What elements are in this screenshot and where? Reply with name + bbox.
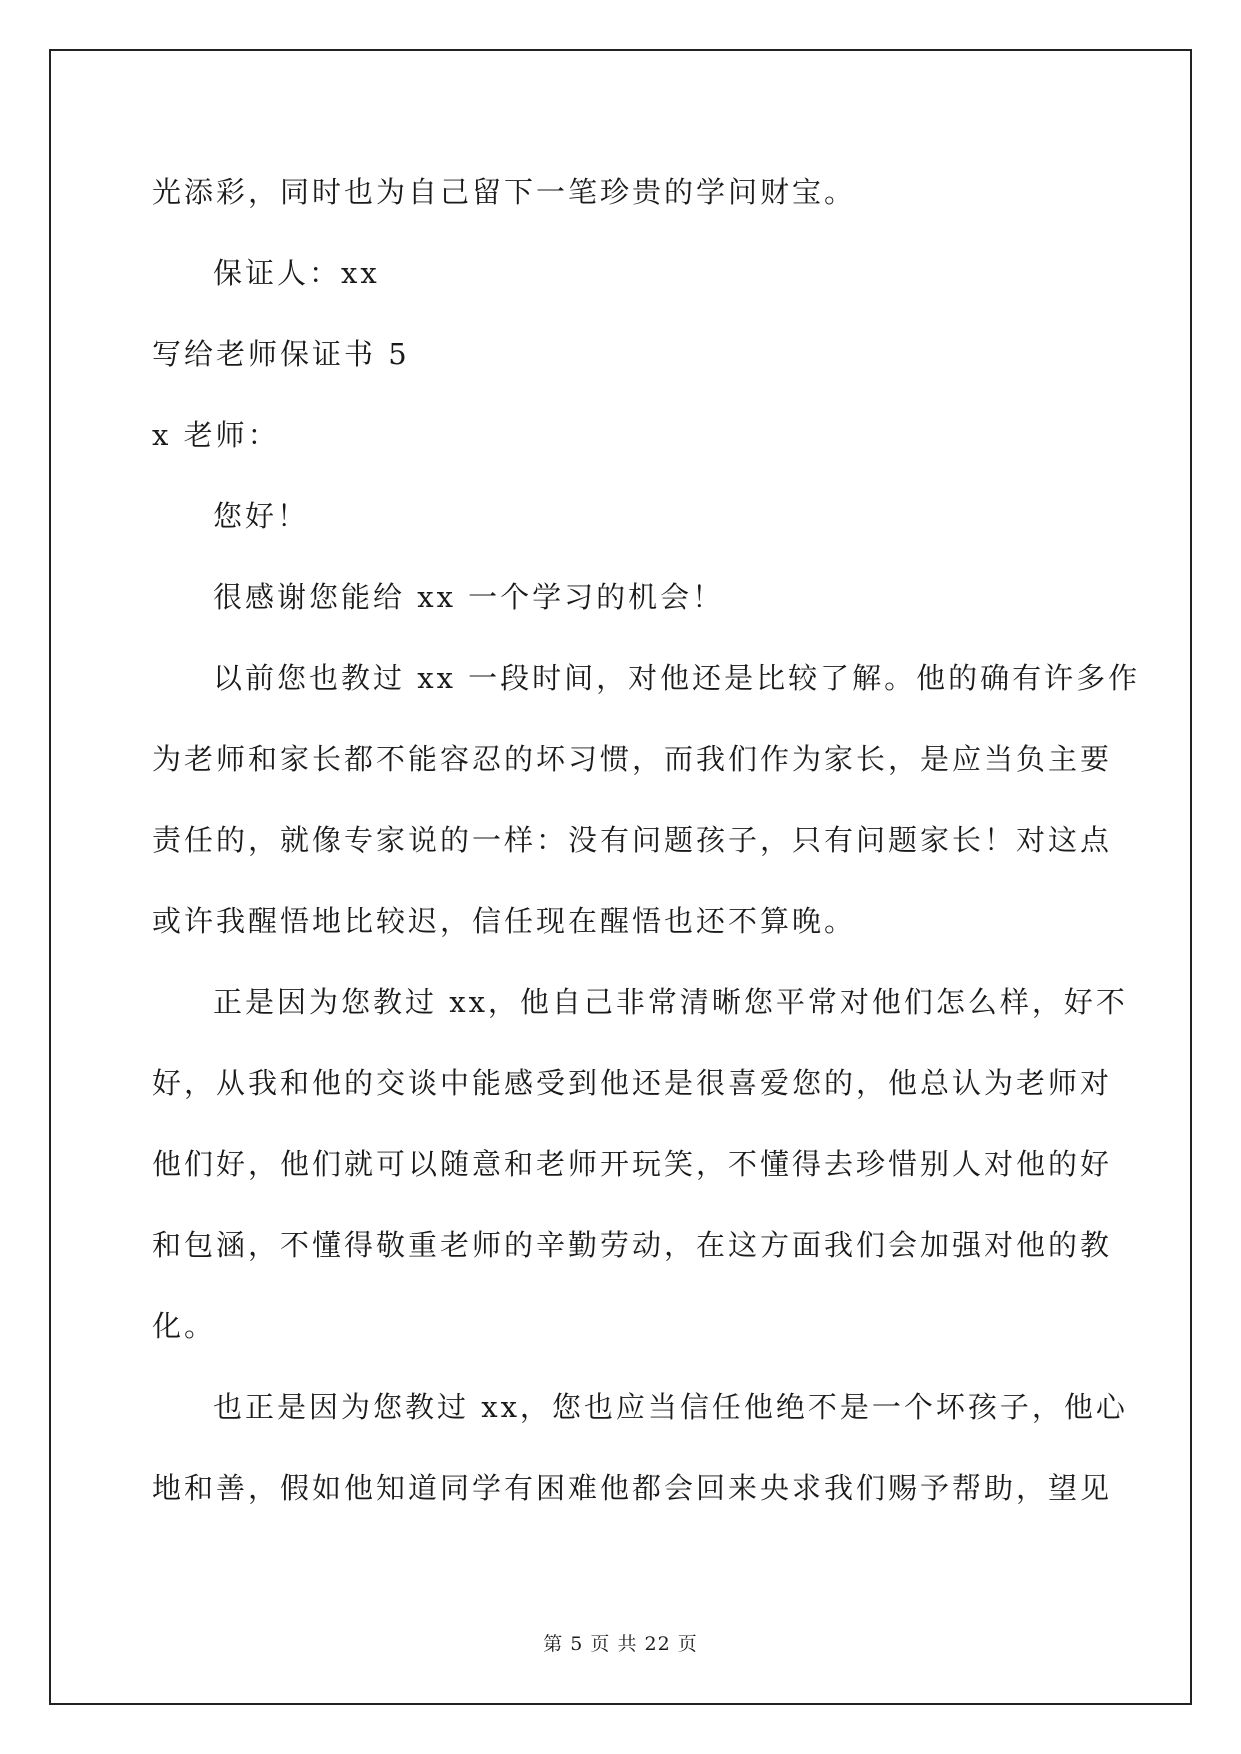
section-title: 写给老师保证书 5 bbox=[152, 337, 410, 371]
greeting: 您好！ bbox=[213, 499, 310, 533]
body-line: 和包涵，不懂得敬重老师的辛勤劳动，在这方面我们会加强对他的教 bbox=[152, 1228, 1113, 1262]
body-line: 也正是因为您教过 xx，您也应当信任他绝不是一个坏孩子，他心 bbox=[213, 1390, 1128, 1424]
body-line: 责任的，就像专家说的一样：没有问题孩子，只有问题家长！对这点 bbox=[152, 823, 1113, 857]
page-border bbox=[49, 49, 1192, 1705]
body-line: 光添彩，同时也为自己留下一笔珍贵的学问财宝。 bbox=[152, 175, 857, 209]
body-line: 他们好，他们就可以随意和老师开玩笑，不懂得去珍惜别人对他的好 bbox=[152, 1147, 1113, 1181]
body-line: 为老师和家长都不能容忍的坏习惯，而我们作为家长，是应当负主要 bbox=[152, 742, 1113, 776]
body-line: 好，从我和他的交谈中能感受到他还是很喜爱您的，他总认为老师对 bbox=[152, 1066, 1113, 1100]
body-line: 化。 bbox=[152, 1309, 217, 1343]
body-line: 或许我醒悟地比较迟，信任现在醒悟也还不算晚。 bbox=[152, 904, 857, 938]
body-line: 正是因为您教过 xx，他自己非常清晰您平常对他们怎么样，好不 bbox=[213, 985, 1128, 1019]
salutation: x 老师： bbox=[152, 418, 280, 452]
page-number: 第 5 页 共 22 页 bbox=[543, 1633, 698, 1655]
body-line: 地和善，假如他知道同学有困难他都会回来央求我们赐予帮助，望见 bbox=[152, 1471, 1113, 1505]
body-line: 以前您也教过 xx 一段时间，对他还是比较了解。他的确有许多作 bbox=[213, 661, 1141, 695]
body-line: 很感谢您能给 xx 一个学习的机会！ bbox=[213, 580, 725, 614]
guarantor-line: 保证人：xx bbox=[213, 256, 380, 290]
